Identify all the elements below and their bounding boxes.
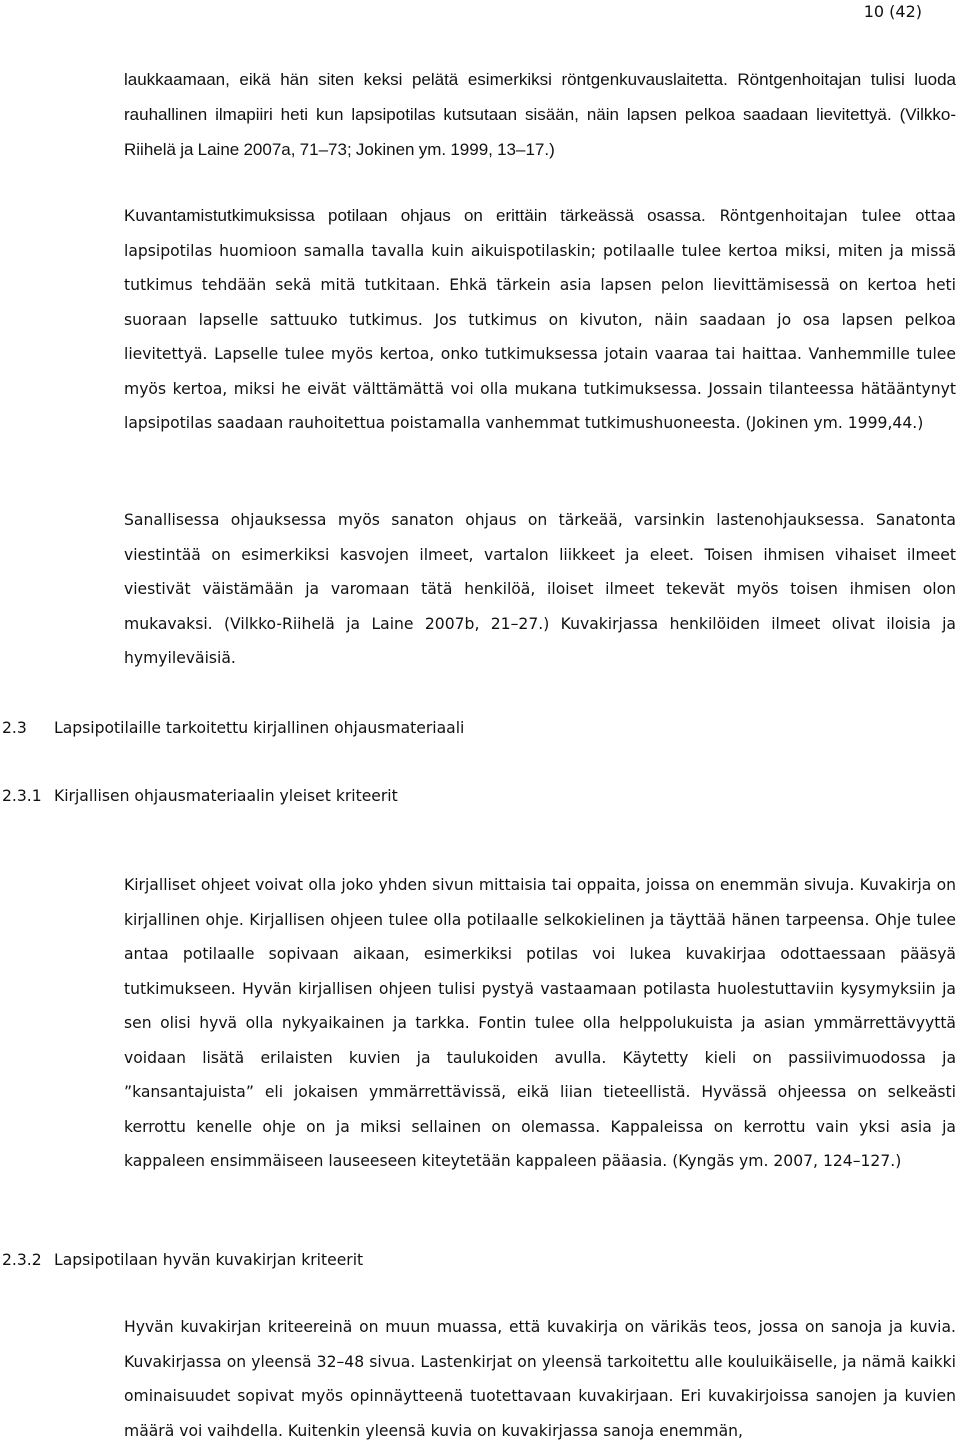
paragraph-nonverbal-guidance: Sanallisessa ohjauksessa myös sanaton ohjaus on tärkeää, varsinkin lastenohjauksessa. Sanatonta viestintää on esimerkiksi kasvojen ilmeet, vartalon liikkeet ja eleet. Toisen ihmisen vihaiset ilmeet viestivät väistämään ja varomaan tätä henkilöä, iloiset ilmeet tekevät myös toisen ihmisen olon mukavaksi. (Vilkko-Riihelä ja Laine 2007b, 21–27.) Kuvakirjassa henkilöiden ilmeet olivat iloisia ja hymyileväisiä.	[124, 511, 956, 667]
section-heading-2-3-1	[2, 786, 398, 806]
section-number: 2.3.2	[2, 1251, 42, 1269]
paragraph-patient-guidance	[124, 199, 956, 441]
section-title: Kirjallisen ohjausmateriaalin yleiset kriteerit	[54, 787, 398, 805]
paragraph-patient-guidance-lead: Kuvantamistutkimuksissa potilaan ohjaus on erittäin tärkeässä osassa.	[124, 206, 706, 225]
section-title: Lapsipotilaan hyvän kuvakirjan kriteerit	[54, 1251, 364, 1269]
section-heading-2-3	[2, 718, 464, 738]
section-number: 2.3	[2, 719, 27, 737]
paragraph-patient-guidance-body: Röntgenhoitajan tulee ottaa lapsipotilas huomioon samalla tavalla kuin aikuispotilaskin; potilaalle tulee kertoa miksi, miten ja missä tutkimus tehdään sekä mitä tutkitaan. Ehkä tärkein asia lapsen pelon lievittämisessä on kertoa heti suoraan lapselle sattuuko tutkimus. Jos tutkimus on kivuton, näin saadaan jo osa lapsen pelkoa lievitettyä. Lapselle tulee myös kertoa, onko tutkimuksessa jotain vaaraa tai haittaa. Vanhemmille tulee myös kertoa, miksi he eivät välttämättä voi olla mukana tutkimuksessa. Jossain tilanteessa hätääntynyt lapsipotilas saadaan rauhoitettua poistamalla vanhemmat tutkimushuoneesta. (Jokinen ym. 1999,44.)	[124, 207, 956, 432]
section-number: 2.3.1	[2, 787, 42, 805]
paragraph-picture-book-criteria: Hyvän kuvakirjan kriteereinä on muun muassa, että kuvakirja on värikäs teos, jossa on sanoja ja kuvia. Kuvakirjassa on yleensä 32–48 sivua. Lastenkirjat on yleensä tarkoitettu alle kouluikäiselle, ja nämä kaikki ominaisuudet sopivat myös opinnäytteenä tuotettavaan kuvakirjaan. Eri kuvakirjoissa sanojen ja kuvien määrä voi vaihdella. Kuitenkin yleensä kuvia on kuvakirjassa sanoja enemmän,	[124, 1318, 956, 1440]
section-heading-2-3-2	[2, 1250, 363, 1270]
paragraph-written-guidance: Kirjalliset ohjeet voivat olla joko yhden sivun mittaisia tai oppaita, joissa on enemmän sivuja. Kuvakirja on kirjallinen ohje. Kirjallisen ohjeen tulee olla potilaalle selkokielinen ja täyttää hänen tarpeensa. Ohje tulee antaa potilaalle sopivaan aikaan, esimerkiksi potilas voi lukea kuvakirjaa odottaessaan pääsyä tutkimukseen. Hyvän kirjallisen ohjeen tulisi pystyä vastaamaan potilasta huolestuttaviin kysymyksiin ja sen olisi hyvä olla nykyaikainen ja tarkka. Fontin tulee olla helppolukuista ja asian ymmärrettävyyttä voidaan lisätä erilaisten kuvien ja taulukoiden avulla. Käytetty kieli on passiivimuodossa ja ”kansantajuista” eli jokaisen ymmärrettävissä, eikä liian tieteellistä. Hyvässä ohjeessa on selkeästi kerrottu kenelle ohje on ja miksi sellainen on olemassa. Kappaleissa on kerrottu vain yksi asia ja kappaleen ensimmäiseen lauseeseen kiteytetään kappaleen pääasia. (Kyngäs ym. 2007, 124–127.)	[124, 876, 956, 1170]
page-number: 10 (42)	[863, 2, 922, 21]
section-title: Lapsipotilaille tarkoitettu kirjallinen ohjausmateriaali	[54, 719, 465, 737]
paragraph-xray-anxiety: laukkaamaan, eikä hän siten keksi pelätä esimerkiksi röntgenkuvauslaitetta. Röntgenhoitajan tulisi luoda rauhallinen ilmapiiri heti kun lapsipotilas kutsutaan sisään, näin lapsen pelkoa saadaan lievitettyä. (Vilkko-Riihelä ja Laine 2007a, 71–73; Jokinen ym. 1999, 13–17.)	[124, 70, 956, 159]
